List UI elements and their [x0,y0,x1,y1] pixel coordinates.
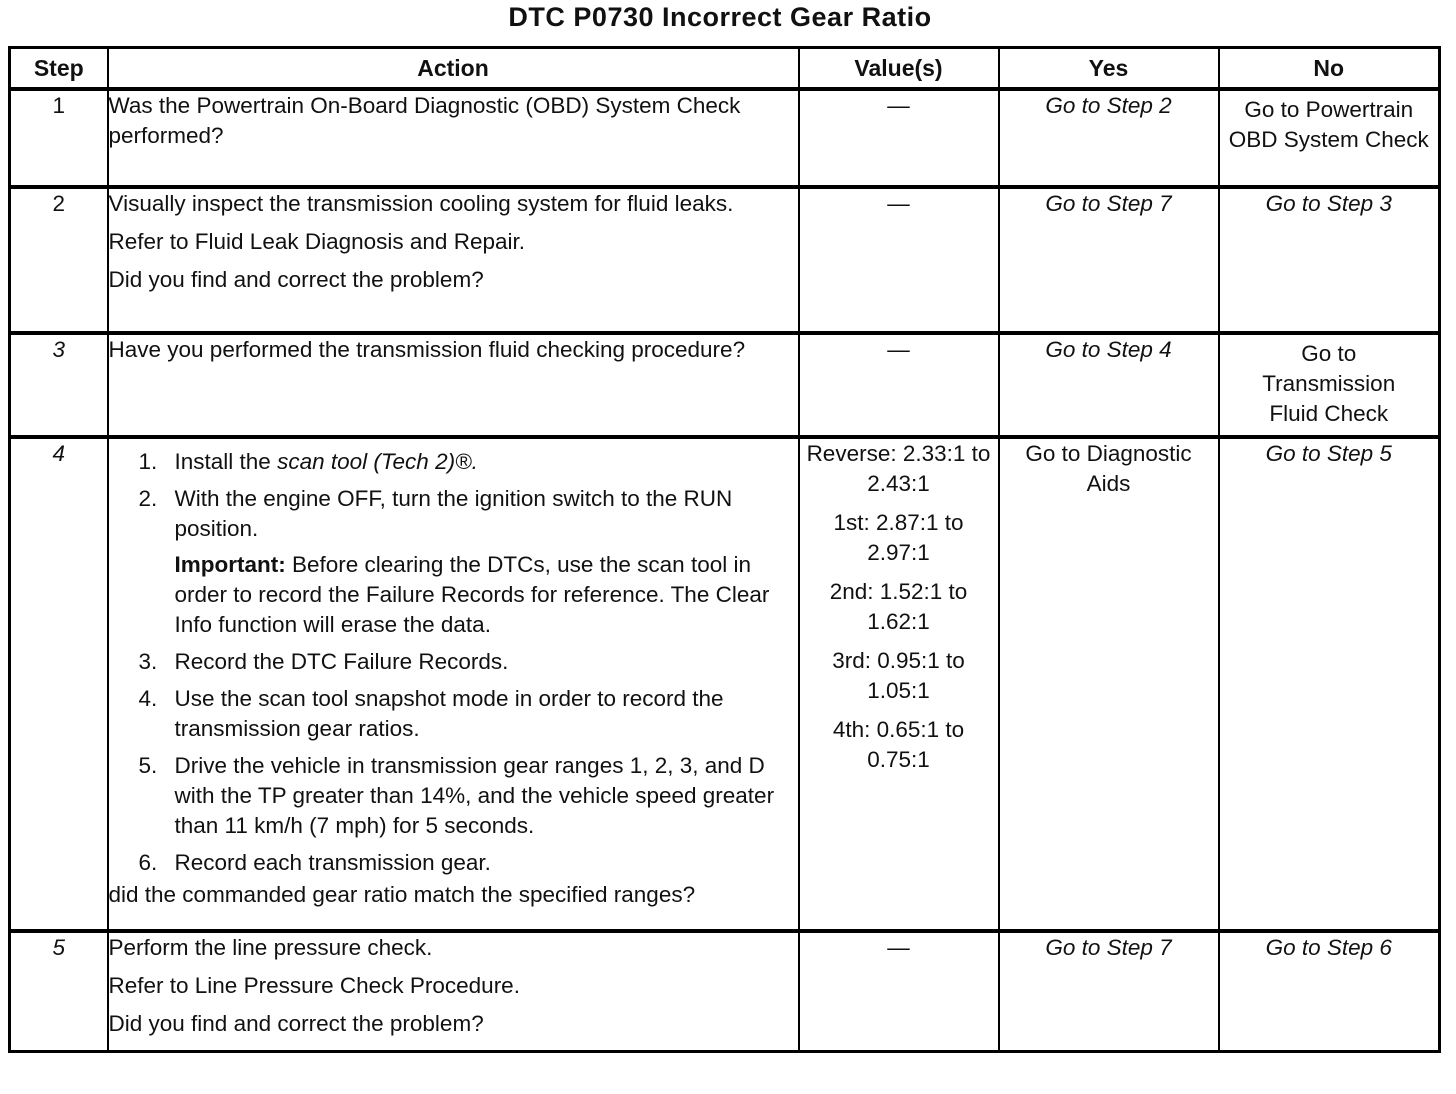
list-text: Install the [174,449,278,474]
list-text: Use the scan tool snapshot mode in order to record the transmission gear ratios. [174,686,724,741]
list-number: 1. [138,449,158,474]
list-number: 4. [138,686,158,711]
gear-ratio: Reverse: 2.33:1 to 2.43:1 [806,441,991,496]
list-item [139,484,798,640]
action-cell [108,437,799,931]
list-text-italic: scan tool (Tech 2)®. [277,449,478,474]
value-cell: — [799,931,999,1051]
header-values: Value(s) [799,48,999,90]
important-label: Important: [174,552,286,577]
action-text: Did you find and correct the problem? [108,1011,484,1036]
no-cell: Go to Transmission Fluid Check [1219,333,1440,437]
step-number: 2 [10,187,108,333]
value-cell: — [799,187,999,333]
action-text: Have you performed the transmission fluid checking procedure? [108,337,746,362]
no-cell: Go to Powertrain OBD System Check [1219,89,1440,187]
value-cell [799,437,999,931]
list-number: 3. [138,649,158,674]
no-cell: Go to Step 6 [1219,931,1440,1051]
list-item [139,848,798,878]
table-row [10,187,1440,333]
table-row [10,333,1440,437]
action-text: Did you find and correct the problem? [108,267,484,292]
header-no: No [1219,48,1440,90]
step-number: 5 [10,931,108,1051]
page-title: DTC P0730 Incorrect Gear Ratio [508,2,932,32]
value-cell: — [799,89,999,187]
table-row [10,89,1440,187]
no-cell: Go to Step 3 [1219,187,1440,333]
step-number: 1 [10,89,108,187]
gear-ratio: 4th: 0.65:1 to 0.75:1 [832,717,965,772]
gear-ratio: 2nd: 1.52:1 to 1.62:1 [829,579,968,634]
diagnostic-table [8,46,1441,1053]
action-cell [108,333,799,437]
list-item [139,684,798,744]
yes-cell: Go to Diagnostic Aids [999,437,1219,931]
action-cell [108,187,799,333]
action-text: Refer to Line Pressure Check Procedure. [108,973,520,998]
header-action: Action [108,48,799,90]
yes-cell: Go to Step 7 [999,931,1219,1051]
header-step: Step [10,48,108,90]
important-text: Before clearing the DTCs, use the scan tool in order to record the Failure Records for reference. The Clear Info function will erase the data. [174,552,770,637]
list-item [139,751,798,841]
action-text: Was the Powertrain On-Board Diagnostic (OBD) System Check performed? [108,93,741,148]
action-text: Visually inspect the transmission cooling system for fluid leaks. [108,191,734,216]
list-text: Drive the vehicle in transmission gear ranges 1, 2, 3, and D with the TP greater than 14%, and the vehicle speed greater than 11 km/h (7 mph) for 5 seconds. [174,753,775,838]
step-number: 3 [10,333,108,437]
gear-ratio-list [800,439,998,775]
list-item [139,647,798,677]
action-cell [108,931,799,1051]
list-text: Record each transmission gear. [174,850,491,875]
list-number: 5. [138,753,158,778]
gear-ratio: 1st: 2.87:1 to 2.97:1 [833,510,964,565]
yes-cell: Go to Step 2 [999,89,1219,187]
list-number: 2. [138,486,158,511]
yes-cell: Go to Step 4 [999,333,1219,437]
action-cell [108,89,799,187]
header-yes: Yes [999,48,1219,90]
value-cell: — [799,333,999,437]
procedure-list [109,447,798,878]
important-note [175,550,798,640]
table-row [10,931,1440,1051]
list-number: 6. [138,850,158,875]
action-question: did the commanded gear ratio match the specified ranges? [108,882,696,907]
action-text: Refer to Fluid Leak Diagnosis and Repair. [108,229,525,254]
no-cell: Go to Step 5 [1219,437,1440,931]
list-text: With the engine OFF, turn the ignition switch to the RUN position. [174,486,733,541]
list-text: Record the DTC Failure Records. [174,649,509,674]
action-text: Perform the line pressure check. [108,935,433,960]
gear-ratio: 3rd: 0.95:1 to 1.05:1 [832,648,965,703]
step-number: 4 [10,437,108,931]
yes-cell: Go to Step 7 [999,187,1219,333]
table-row [10,437,1440,931]
list-item [139,447,798,477]
header-row [10,48,1440,90]
